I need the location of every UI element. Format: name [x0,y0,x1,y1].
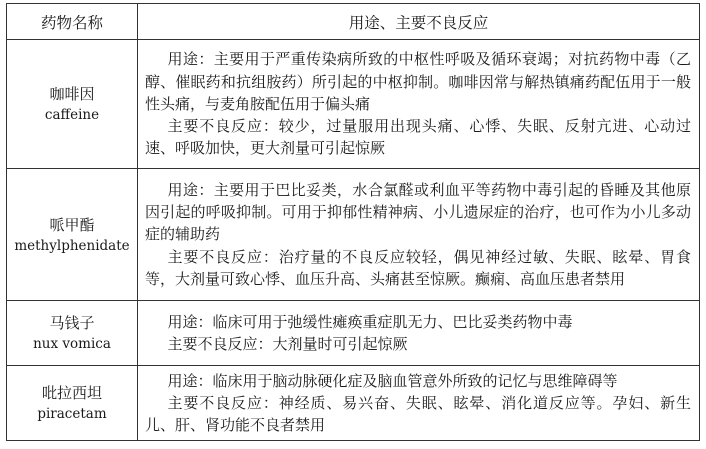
drug-use-text: 用途：主要用于巴比妥类，水合氯醛或利血平等药物中毒引起的昏睡及其他原因引起的呼吸抑制。可用于抑郁性精神病、小儿遗尿症的治疗，也可作为小儿多动症的辅助药 [145,180,691,244]
drug-name-en: nux vomica [33,336,111,352]
drug-name-cell [7,40,138,169]
drug-use-text: 用途：主要用于严重传染病所致的中枢性呼吸及循环衰竭；对抗药物中毒（乙醇、催眠药和抗组胺药）所引起的中枢抑制。咖啡因常与解热镇痛药配伍用于一般性头痛，与麦角胺配伍用于偏头痛 [145,50,691,113]
drug-description-cell [138,169,700,301]
drug-name-cn: 马钱子 [49,314,95,332]
drug-adverse-text: 主要不良反应：治疗量的不良反应较轻，偶见神经过敏、失眠、眩晕、胃食等，大剂量可致心悸、血压升高、头痛甚至惊厥。癫痫、高血压患者禁用 [145,247,691,288]
drug-name-cn: 哌甲酯 [49,215,95,234]
header-use-adverse: 用途、主要不良反应 [138,4,700,40]
drug-name-en: piracetam [37,406,107,422]
table-header-row [7,4,700,40]
drug-adverse-text: 主要不良反应：大剂量时可引起惊厥 [167,335,408,353]
drug-description-cell [138,366,700,441]
drug-use-text: 用途：临床可用于弛缓性瘫痪重症肌无力、巴比妥类药物中毒 [167,312,573,331]
table-row [7,366,700,441]
drug-description-cell [138,40,700,169]
drug-use-text: 用途：临床用于脑动脉硬化症及脑血管意外所致的记忆与思维障碍等 [167,371,618,390]
drug-name-cell [7,301,138,366]
drug-name-cn: 吡拉西坦 [41,384,102,402]
drug-adverse-text: 主要不良反应：较少，过量服用出现头痛、心悸、失眠、反射亢进、心动过速、呼吸加快，更大剂量可引起惊厥 [145,117,691,158]
drug-adverse-text: 主要不良反应：神经质、易兴奋、失眠、眩晕、消化道反应等。孕妇、新生儿、肝、肾功能不良者禁用 [145,393,691,435]
drug-table [6,3,700,441]
drug-name-en: methylphenidate [14,237,130,254]
drug-name-en: caffeine [44,107,100,123]
drug-name-cell [7,366,138,441]
table-row [7,169,700,301]
table-row [7,301,700,366]
table-row [7,40,700,169]
drug-name-cn: 咖啡因 [49,85,95,103]
header-drug-name: 药物名称 [7,4,138,40]
drug-name-cell [7,169,138,301]
drug-description-cell [138,301,700,366]
